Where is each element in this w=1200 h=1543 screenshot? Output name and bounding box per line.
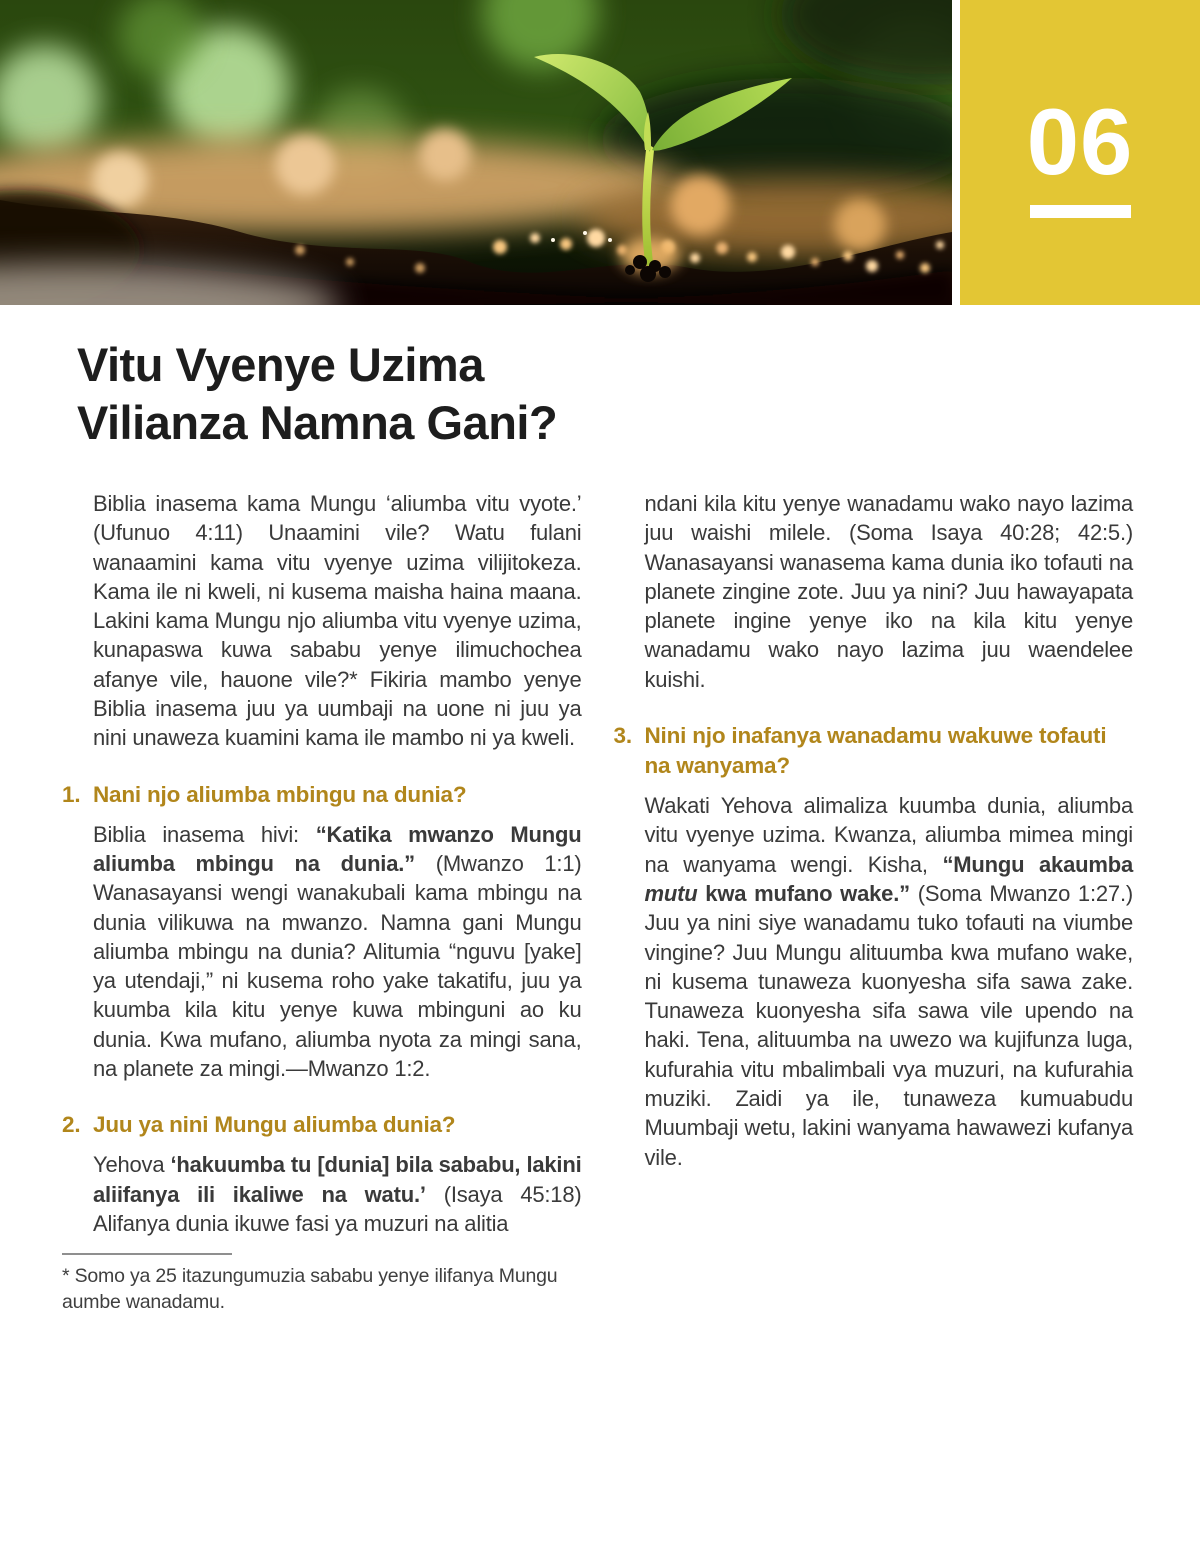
footnote-marker: * [62,1265,70,1288]
section-1-paragraph: Biblia inasema hivi: “Katika mwanzo Mungu aliumba mbingu na dunia.” (Mwanzo 1:1) Wanasayansi wengi wanakubali kama mbingu na dunia vilikuwa na mwanzo. Namna gani Mungu aliumba mbingu na dunia? Alitumia “nguvu [yake] ya utendaji,” ni kusema roho yake takatifu, juu ya kuumba kila kitu yenye kuwa mbinguni ao ku dunia. Kwa mufano, aliumba nyota za mingi sana, na planete za mingi.—Mwanzo 1:2. [93,821,582,1082]
header-photo [0,0,952,305]
section-2-paragraph: Yehova ‘hakuumba tu [dunia] bila sababu, lakini aliifanya ili ikaliwe na watu.’ (Isaya 45:18) Alifanya dunia ikuwe fasi ya muzuri na alitia [93,1152,582,1236]
section-2-continuation-paragraph: ndani kila kitu yenye wanadamu wako nayo lazima juu waishi milele. (Soma Isaya 40:28; 42:5.) Wanasayansi wanasema kama dunia iko tofauti na planete zingine zote. Juu ya nini? Juu hawayapata planete ingine yenye iko na kila kitu yenye wanadamu wako nayo lazima juu waendelee kuishi. [644,491,1133,692]
section-3-heading-text: Nini njo inafanya wanadamu wakuwe tofauti na wanyama? [644,723,1107,779]
page-title-line2: Vilianza Namna Gani? [77,396,558,449]
section-3-number: 3. [613,723,632,749]
chapter-number-badge [960,0,1200,305]
column-left [62,489,582,1315]
footnote-divider [62,1253,232,1255]
chapter-underline [1030,205,1131,218]
intro-paragraph: Biblia inasema kama Mungu ‘aliumba vitu vyote.’ (Ufunuo 4:11) Unaamini vile? Watu fulani wanaamini kama vitu vyenye uzima vilijitokeza. Kama ile ni kweli, ni kusema maisha haina maana. Lakini kama Mungu njo aliumba vitu vyenye uzima, kunapaswa kuwa sababu yenye ilimuchochea afanye vile, hauone vile?* Fikiria mambo yenye Biblia inasema juu ya uumbaji na uone ni juu ya nini unaweza kuamini kama ile mambo ni ya kweli. [93,491,582,751]
section-1-number: 1. [62,781,81,807]
section-1-heading [62,780,582,810]
section-1-heading-text: Nani njo aliumba mbingu na dunia? [93,781,467,807]
footnote [62,1253,582,1315]
section-2-heading-text: Juu ya nini Mungu aliumba dunia? [93,1112,456,1138]
article-body [62,489,1133,1315]
page-title [77,336,557,452]
section-3-heading [614,721,1134,781]
section-2-number: 2. [62,1112,81,1138]
footnote-text: * Somo ya 25 itazungumuzia sababu yenye ilifanya Mungu aumbe wanadamu. [62,1265,558,1313]
column-right [614,489,1134,1315]
seedling-photo-illustration [0,0,952,305]
section-3-paragraph: Wakati Yehova alimaliza kuumba dunia, aliumba vitu vyenye uzima. Kwanza, aliumba mimea mingi na wanyama wengi. Kisha, “Mungu akaumba mutu kwa mufano wake.” (Soma Mwanzo 1:27.) Juu ya nini siye wanadamu tuko tofauti na viumbe vingine? Juu Mungu alituumba kwa mufano wake, ni kusema tunaweza kuonyesha sifa sawa zake. Tunaweza kuonyesha sifa sawa vile upendo na haki. Tena, alituumba na uwezo wa kujifunza luga, kufurahia vitu mbalimbali vya muzuri, na kufurahia muziki. Zaidi ya ile, tunaweza kumuabudu Muumbaji wetu, lakini wanyama hawawezi kufanya vile. [644,793,1133,1170]
section-2-heading [62,1110,582,1140]
page-title-line1: Vitu Vyenye Uzima [77,338,484,391]
chapter-number: 06 [1026,89,1134,194]
